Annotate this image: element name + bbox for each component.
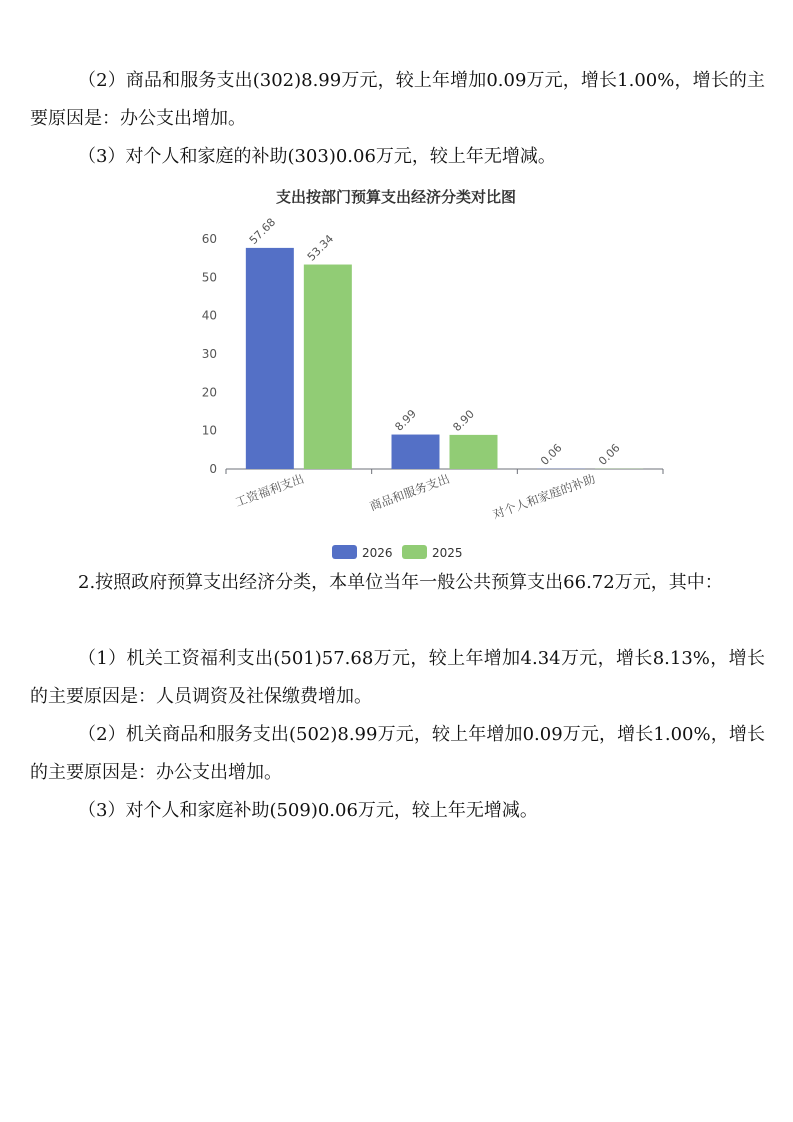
bar-value-label: 0.06 (538, 441, 565, 468)
legend-label: 2026 (362, 546, 393, 560)
y-tick-label: 40 (201, 308, 217, 323)
x-axis (226, 469, 663, 522)
paragraph-agency-commodity: （2）机关商品和服务支出(502)8.99万元，较上年增加0.09万元，增长1.00%，增长的主要原因是：办公支出增加。 (30, 724, 765, 783)
bar-2025 (450, 435, 498, 469)
paragraph-household-subsidy: （3）对个人和家庭的补助(303)0.06万元，较上年无增减。 (78, 146, 556, 167)
bar-value-label: 8.90 (450, 407, 477, 435)
legend-swatch (332, 545, 357, 559)
x-category-label: 工资福利支出 (233, 471, 306, 510)
bar-value-label: 0.06 (596, 441, 623, 468)
bar-value-label: 53.34 (304, 232, 337, 264)
y-tick-label: 60 (201, 232, 217, 246)
y-tick-label: 20 (201, 385, 217, 400)
paragraph-wages-welfare: （1）机关工资福利支出(501)57.68万元，较上年增加4.34万元，增长8.13%，增长的主要原因是：人员调资及社保缴费增加。 (30, 648, 765, 707)
expenditure-comparison-chart (0, 175, 793, 570)
bars-group (246, 216, 643, 469)
legend-swatch (402, 545, 427, 559)
y-tick-label: 50 (201, 270, 217, 285)
chart-title: 支出按部门预算支出经济分类对比图 (275, 188, 517, 206)
x-category-label: 对个人和家庭的补助 (490, 471, 598, 522)
x-category-label: 商品和服务支出 (367, 471, 452, 514)
legend (332, 545, 463, 560)
y-tick-label: 10 (201, 423, 217, 438)
paragraph-economic-classification: 2.按照政府预算支出经济分类，本单位当年一般公共预算支出66.72万元，其中： (78, 572, 723, 593)
y-axis (202, 232, 217, 476)
bar-value-label: 57.68 (246, 215, 279, 248)
y-tick-label: 30 (201, 347, 217, 361)
legend-label: 2025 (432, 546, 463, 560)
bar-value-label: 8.99 (392, 407, 419, 434)
bar-2026 (246, 248, 294, 469)
paragraph-commodity-services: （2）商品和服务支出(302)8.99万元，较上年增加0.09万元，增长1.00%，增长的主要原因是：办公支出增加。 (30, 70, 765, 129)
y-tick-label: 0 (209, 462, 217, 476)
bar-2026 (392, 435, 440, 469)
paragraph-household-subsidy-509: （3）对个人和家庭补助(509)0.06万元，较上年无增减。 (78, 800, 538, 821)
bar-2025 (304, 265, 352, 469)
